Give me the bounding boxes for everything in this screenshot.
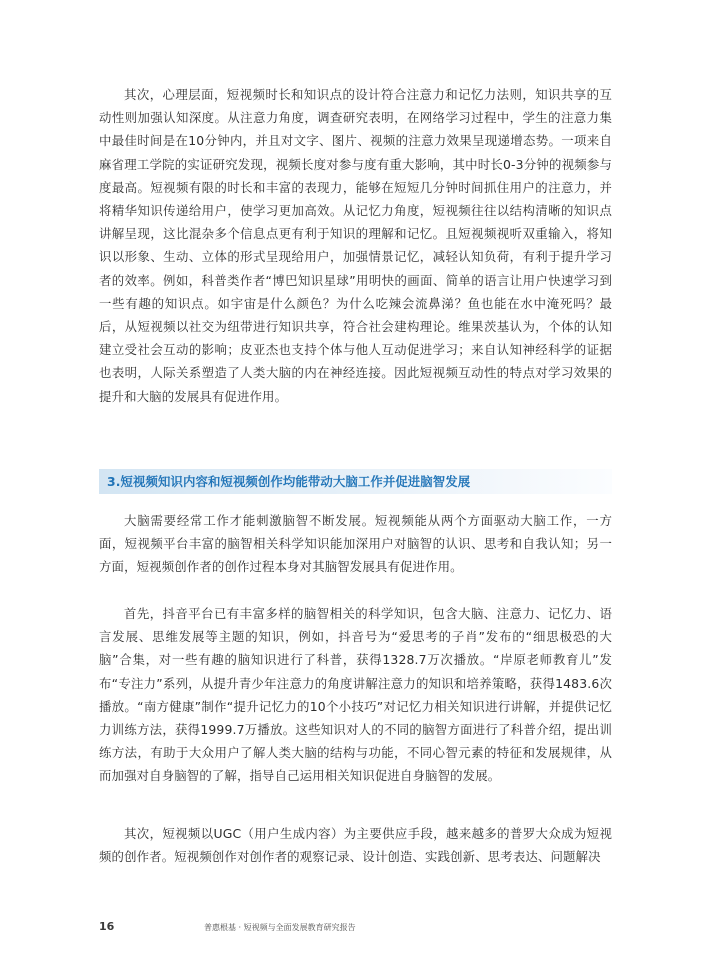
body-paragraph-psychology: 其次，心理层面，短视频时长和知识点的设计符合注意力和记忆力法则，知识共享的互动性则加强认知深度。从注意力角度，调查研究表明，在网络学习过程中，学生的注意力集中最佳时间是在10分钟内，并且对文字、图片、视频的注意力效果呈现递增态势。一项来自麻省理工学院的实证研究发现，视频长度对参与度有重大影响，其中时长0-3分钟的视频参与度最高。短视频有限的时长和丰富的表现力，能够在短短几分钟时间抓住用户的注意力，并将精华知识传递给用户，使学习更加高效。从记忆力角度，短视频往往以结构清晰的知识点讲解呈现，这比混杂多个信息点更有利于知识的理解和记忆。且短视频视听双重输入，将知识以形象、生动、立体的形式呈现给用户，加强情景记忆，减轻认知负荷，有利于提升学习者的效率。例如，科普类作者“博巴知识星球”用明快的画面、简单的语言让用户快速学习到一些有趣的知识点。如宇宙是什么颜色？为什么吃辣会流鼻涕？鱼也能在水中淹死吗？最后，从短视频以社交为纽带进行知识共享，符合社会建构理论。维果茨基认为，个体的认知建立受社会互动的影响；皮亚杰也支持个体与他人互动促进学习；来自认知神经科学的证据也表明，人际关系塑造了人类大脑的内在神经连接。因此短视频互动性的特点对学习效果的提升和大脑的发展具有促进作用。 xyxy=(99,87,612,404)
footer-report-title: 普惠根基 · 短视频与全面发展教育研究报告 xyxy=(204,923,356,932)
body-paragraph-douyin-knowledge: 首先，抖音平台已有丰富多样的脑智相关的科学知识，包含大脑、注意力、记忆力、语言发展、思维发展等主题的知识，例如，抖音号为“爱思考的子肖”发布的“细思极恐的大脑”合集，对一些有趣的脑知识进行了科普，获得1328.7万次播放。“岸原老师教育儿”发布“专注力”系列，从提升青少年注意力的角度讲解注意力的知识和培养策略，获得1483.6次播放。“南方健康”制作“提升记忆力的10个小技巧”对记忆力相关知识进行讲解，并提供记忆力训练方法，获得1999.7万播放。这些知识对人的不同的脑智方面进行了科普介绍，提出训练方法，有助于大众用户了解人类大脑的结构与功能，不同心智元素的特征和发展规律，从而加强对自身脑智的了解，指导自己运用相关知识促进自身脑智的发展。 xyxy=(99,606,612,784)
body-paragraph-intro: 大脑需要经常工作才能刺激脑智不断发展。短视频能从两个方面驱动大脑工作，一方面，短视频平台丰富的脑智相关科学知识能加深用户对脑智的认识、思考和自我认知；另一方面，短视频创作者的创作过程本身对其脑智发展具有促进作用。 xyxy=(99,513,612,575)
section-heading-title: 3.短视频知识内容和短视频创作均能带动大脑工作并促进脑智发展 xyxy=(107,474,471,489)
body-paragraph-ugc: 其次，短视频以UGC（用户生成内容）为主要供应手段，越来越多的普罗大众成为短视频的创作者。短视频创作对创作者的观察记录、设计创造、实践创新、思考表达、问题解决 xyxy=(99,826,612,865)
section-heading-bar xyxy=(99,469,612,494)
page-number: 16 xyxy=(99,920,115,933)
